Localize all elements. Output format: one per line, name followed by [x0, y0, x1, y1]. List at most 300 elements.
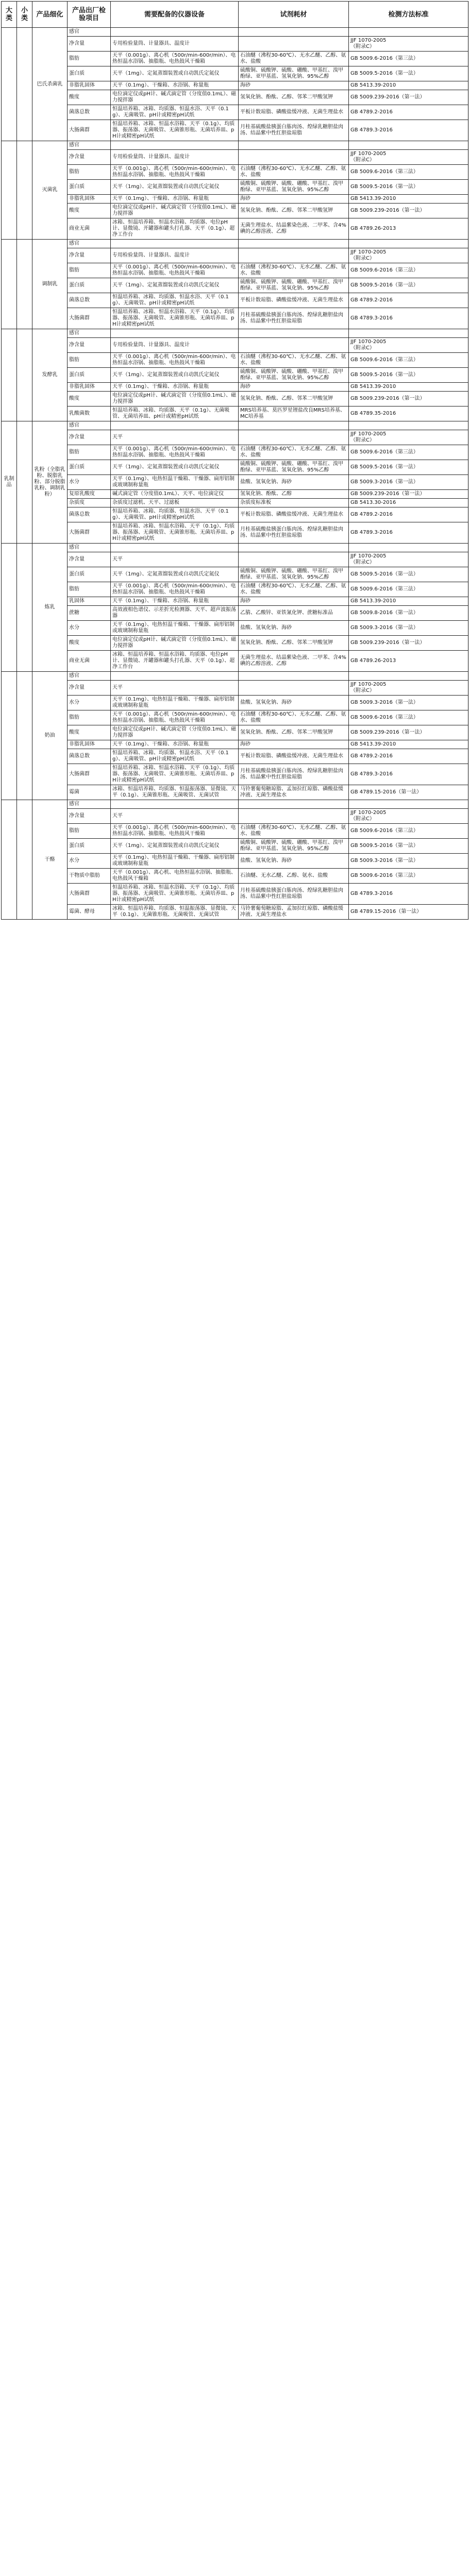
method-standard-cell: GB 4789.35-2016	[349, 406, 468, 421]
reagent-cell	[239, 544, 349, 552]
minor-category-cell	[17, 141, 32, 240]
method-standard-cell: GB 4789.26-2013	[349, 218, 468, 240]
table-row	[2, 839, 468, 854]
inspection-item-cell: 霉菌、酵母	[68, 905, 111, 920]
inspection-item-cell: 大肠菌群	[68, 884, 111, 905]
table-row	[2, 582, 468, 597]
method-standard-cell	[349, 329, 468, 338]
table-row	[2, 218, 468, 240]
inspection-item-cell: 非脂乳固体	[68, 740, 111, 749]
table-row	[2, 195, 468, 204]
inspection-item-cell: 菌落总数	[68, 749, 111, 764]
equipment-cell: 专用检验量筒、计量器具、温度计	[111, 248, 239, 263]
reagent-cell: 月桂基硫酸盐胰蛋白胨肉汤、煌绿乳糖胆盐肉汤、结晶紫中性红胆盐琼脂	[239, 884, 349, 905]
method-standard-cell: JJF 1070-2005 （附录C）	[349, 809, 468, 824]
table-row	[2, 905, 468, 920]
method-standard-cell: GB 4789.2-2016	[349, 507, 468, 522]
reagent-cell: 平板计数琼脂、磷酸盐缓冲液、无菌生理盐水	[239, 749, 349, 764]
major-category-cell	[2, 28, 17, 141]
minor-category-cell	[17, 240, 32, 329]
inspection-item-cell: 复原乳酸度	[68, 490, 111, 499]
table-row	[2, 329, 468, 338]
method-standard-cell: GB 5009.239-2016（第一法）	[349, 204, 468, 218]
inspection-item-cell: 非脂乳固体	[68, 81, 111, 90]
header-item: 产品出厂检验项目	[68, 2, 111, 28]
reagent-cell	[239, 421, 349, 430]
method-standard-cell: GB 4789.3-2016	[349, 308, 468, 329]
inspection-item-cell: 蛋白质	[68, 278, 111, 293]
table-row	[2, 105, 468, 120]
table-row	[2, 606, 468, 621]
inspection-item-cell: 水分	[68, 621, 111, 636]
equipment-cell	[111, 240, 239, 248]
reagent-cell: 月桂基硫酸盐胰蛋白胨肉汤、煌绿乳糖胆盐肉汤、结晶紫中性红胆盐琼脂	[239, 764, 349, 785]
reagent-cell: 硫酸铜、硫酸钾、硫酸、硼酸、甲基红、溴甲酚绿、亚甲基蓝、氢氧化钠、95%乙醇	[239, 278, 349, 293]
method-standard-cell	[349, 544, 468, 552]
reagent-cell: 盐酸、氢氧化钠、海砂	[239, 696, 349, 710]
method-standard-cell	[349, 141, 468, 150]
major-category-cell	[2, 800, 17, 920]
equipment-cell: 天平（0.1mg）、干燥箱、水浴锅、称量瓶	[111, 383, 239, 392]
equipment-cell: 恒温培养箱、冰箱、均质器、恒温水浴、天平（0.1g）、无菌吸管、pH计或精密pH试纸	[111, 749, 239, 764]
equipment-cell: 高效液相色谱仪、示差折光检测器、天平、超声波振荡器	[111, 606, 239, 621]
inspection-item-cell: 非脂乳固体	[68, 195, 111, 204]
table-row	[2, 490, 468, 499]
reagent-cell: 石油醚（沸程30-60℃）、无水乙醚、乙醇、氨水、盐酸	[239, 445, 349, 460]
inspection-item-cell: 蛋白质	[68, 460, 111, 475]
reagent-cell: 氢氧化钠、酚酞、乙醇	[239, 490, 349, 499]
reagent-cell	[239, 552, 349, 567]
equipment-cell: 专用检验量筒、计量器具、温度计	[111, 37, 239, 52]
table-row	[2, 460, 468, 475]
inspection-item-cell: 净含量	[68, 37, 111, 52]
equipment-cell: 天平（0.1mg）、电热恒温干燥箱、干燥器、扁形铝制或玻璃制称量瓶	[111, 696, 239, 710]
table-row	[2, 696, 468, 710]
table-row	[2, 248, 468, 263]
table-row	[2, 308, 468, 329]
reagent-cell: 氢氧化钠、酚酞、乙醇、邻苯二甲酸氢钾	[239, 204, 349, 218]
inspection-item-cell: 大肠菌群	[68, 764, 111, 785]
method-standard-cell	[349, 28, 468, 37]
method-standard-cell: GB 5009.239-2016（第一法）	[349, 636, 468, 651]
method-standard-cell: GB 5009.5-2016（第一法）	[349, 66, 468, 81]
method-standard-cell: GB 4789.3-2016	[349, 764, 468, 785]
method-standard-cell: GB 5009.6-2016（第三法）	[349, 824, 468, 839]
inspection-item-cell: 乳酸菌数	[68, 406, 111, 421]
reagent-cell	[239, 681, 349, 696]
equipment-cell: 天平（0.001g）、离心机（500r/min-600r/min）、电热恒温水浴锅、抽脂瓶、电热鼓风干燥箱	[111, 52, 239, 66]
product-subcategory-cell: 灭菌乳	[32, 141, 68, 240]
reagent-cell: 石油醚（沸程30-60℃）、无水乙醚、乙醇、氨水、盐酸	[239, 165, 349, 180]
method-standard-cell: GB 5009.6-2016（第三法）	[349, 869, 468, 884]
inspection-item-cell: 蔗糖	[68, 606, 111, 621]
table-row	[2, 180, 468, 195]
table-row	[2, 710, 468, 725]
reagent-cell: 氢氧化钠、酚酞、乙醇、邻苯二甲酸氢钾	[239, 90, 349, 105]
method-standard-cell	[349, 421, 468, 430]
method-standard-cell: GB 5009.3-2016（第一法）	[349, 621, 468, 636]
equipment-cell: 天平（1mg）、定氮蒸馏装置或自动凯氏定氮仪	[111, 66, 239, 81]
method-standard-cell: GB 5413.39-2010	[349, 81, 468, 90]
equipment-cell: 天平（0.1mg）、电热恒温干燥箱、干燥器、扁形铝制或玻璃制称量瓶	[111, 621, 239, 636]
equipment-cell: 天平（0.001g）、离心机（500r/min-600r/min）、电热恒温水浴锅、抽脂瓶、电热鼓风干燥箱	[111, 824, 239, 839]
inspection-item-cell: 感官	[68, 421, 111, 430]
equipment-cell: 天平（0.001g）、离心机（500r/min-600r/min）、电热恒温水浴锅、抽脂瓶、电热鼓风干燥箱	[111, 165, 239, 180]
equipment-cell: 天平（0.1mg）、电热恒温干燥箱、干燥器、扁形铝制或玻璃制称量瓶	[111, 854, 239, 869]
table-row	[2, 165, 468, 180]
method-standard-cell: GB 5009.6-2016（第三法）	[349, 710, 468, 725]
inspection-item-cell: 感官	[68, 329, 111, 338]
header-equipment: 需要配备的仪器设备	[111, 2, 239, 28]
table-row	[2, 785, 468, 800]
table-row	[2, 522, 468, 544]
table-row	[2, 430, 468, 445]
table-row	[2, 150, 468, 165]
reagent-cell: 硫酸铜、硫酸钾、硫酸、硼酸、甲基红、溴甲酚绿、亚甲基蓝、氢氧化钠、95%乙醇	[239, 368, 349, 383]
equipment-cell: 天平（0.001g）、离心机（500r/min-600r/min）、电热恒温水浴锅、抽脂瓶、电热鼓风干燥箱	[111, 263, 239, 278]
reagent-cell: 石油醚（沸程30-60℃）、无水乙醚、乙醇、氨水、盐酸	[239, 824, 349, 839]
reagent-cell: 杂质度标准板	[239, 499, 349, 507]
inspection-item-cell: 菌落总数	[68, 293, 111, 308]
equipment-cell: 天平（1mg）、定氮蒸馏装置或自动凯氏定氮仪	[111, 567, 239, 582]
reagent-cell: 氢氧化钠、酚酞、乙醇、邻苯二甲酸氢钾	[239, 725, 349, 740]
method-standard-cell: GB 5009.5-2016（第一法）	[349, 460, 468, 475]
reagent-cell: 月桂基硫酸盐胰蛋白胨肉汤、煌绿乳糖胆盐肉汤、结晶紫中性红胆盐琼脂	[239, 120, 349, 141]
inspection-item-cell: 感官	[68, 141, 111, 150]
equipment-cell: 天平	[111, 681, 239, 696]
table-row	[2, 854, 468, 869]
equipment-cell: 专用检验量筒、计量器具、温度计	[111, 150, 239, 165]
table-row	[2, 749, 468, 764]
method-standard-cell: JJF 1070-2005 （附录C）	[349, 338, 468, 353]
equipment-cell: 恒温培养箱、冰箱、恒温水浴箱、天平（0.1g）、均质器、振荡器、无菌吸管、无菌锥形瓶、无菌培养皿、pH计或精密pH试纸	[111, 764, 239, 785]
equipment-cell	[111, 544, 239, 552]
equipment-cell: 恒温培养箱、冰箱、均质器、恒温水浴、天平（0.1g）、无菌吸管、pH计或精密pH试纸	[111, 507, 239, 522]
method-standard-cell: GB 5009.3-2016（第一法）	[349, 475, 468, 490]
reagent-cell: 石油醚（沸程30-60℃）、无水乙醚、乙醇、氨水、盐酸	[239, 582, 349, 597]
method-standard-cell: GB 5413.39-2010	[349, 195, 468, 204]
reagent-cell: 无菌生理盐水、结晶紫染色液、二甲苯、含4%碘的乙醇溶液、乙醇	[239, 651, 349, 672]
equipment-cell: 天平（0.001g）、离心机（500r/min-600r/min）、电热恒温水浴锅、抽脂瓶、电热鼓风干燥箱	[111, 582, 239, 597]
minor-category-cell	[17, 800, 32, 920]
inspection-item-cell: 脂肪	[68, 353, 111, 368]
major-category-cell	[2, 141, 17, 240]
inspection-item-cell: 商业无菌	[68, 218, 111, 240]
method-standard-cell: JJF 1070-2005 （附录C）	[349, 681, 468, 696]
equipment-cell: 杂质度过滤机、天平、过滤板	[111, 499, 239, 507]
table-body	[2, 28, 468, 920]
inspection-item-cell: 酸度	[68, 90, 111, 105]
inspection-item-cell: 大肠菌群	[68, 120, 111, 141]
method-standard-cell: JJF 1070-2005 （附录C）	[349, 552, 468, 567]
method-standard-cell: JJF 1070-2005 （附录C）	[349, 37, 468, 52]
reagent-cell	[239, 809, 349, 824]
table-row	[2, 406, 468, 421]
reagent-cell: 石油醚（沸程30-60℃）、无水乙醚、乙醇、氨水、盐酸	[239, 52, 349, 66]
inspection-item-cell: 感官	[68, 544, 111, 552]
table-row	[2, 764, 468, 785]
table-row	[2, 884, 468, 905]
inspection-item-cell: 菌落总数	[68, 105, 111, 120]
table-row	[2, 81, 468, 90]
method-standard-cell: GB 5009.3-2016（第一法）	[349, 696, 468, 710]
method-standard-cell: GB 5009.6-2016（第三法）	[349, 582, 468, 597]
inspection-item-cell: 脂肪	[68, 52, 111, 66]
equipment-cell	[111, 672, 239, 681]
equipment-cell: 天平（1mg）、定氮蒸馏装置或自动凯氏定氮仪	[111, 368, 239, 383]
equipment-cell: 恒温培养箱、冰箱、恒温水浴箱、天平（0.1g）、均质器、振荡器、无菌吸管、无菌锥形瓶、无菌培养皿、pH计或精密pH试纸	[111, 308, 239, 329]
reagent-cell: 平板计数琼脂、磷酸盐缓冲液、无菌生理盐水	[239, 507, 349, 522]
table-row	[2, 338, 468, 353]
major-category-cell: 乳制品	[2, 421, 17, 544]
reagent-cell: 硫酸铜、硫酸钾、硫酸、硼酸、甲基红、溴甲酚绿、亚甲基蓝、氢氧化钠、95%乙醇	[239, 66, 349, 81]
inspection-item-cell: 净含量	[68, 681, 111, 696]
reagent-cell: 氢氧化钠、酚酞、乙醇、邻苯二甲酸氢钾	[239, 392, 349, 406]
method-standard-cell: GB 4789.26-2013	[349, 651, 468, 672]
table-row	[2, 278, 468, 293]
table-row	[2, 37, 468, 52]
equipment-cell	[111, 28, 239, 37]
equipment-cell	[111, 800, 239, 809]
inspection-item-cell: 杂质度	[68, 499, 111, 507]
table-row	[2, 240, 468, 248]
inspection-item-cell: 脂肪	[68, 165, 111, 180]
method-standard-cell: GB 5009.239-2016（第一法）	[349, 490, 468, 499]
table-row	[2, 651, 468, 672]
table-row	[2, 636, 468, 651]
reagent-cell: MRS培养基、莫匹罗星锂盐改良MRS培养基、MC培养基	[239, 406, 349, 421]
equipment-cell: 天平（0.001g）、离心机（500r/min-600r/min）、电热恒温水浴锅、抽脂瓶、电热鼓风干燥箱	[111, 445, 239, 460]
equipment-cell: 恒温培养箱、冰箱、均质器、恒温水浴、天平（0.1g）、无菌吸管、pH计或精密pH试纸	[111, 105, 239, 120]
product-subcategory-cell: 乳粉（全脂乳粉、脱脂乳粉、部分脱脂乳粉、调制乳粉）	[32, 421, 68, 544]
method-standard-cell: GB 4789.3-2016	[349, 884, 468, 905]
equipment-cell: 电位滴定仪或pH计、碱式滴定管（分度值0.1mL）、磁力搅拌器	[111, 636, 239, 651]
reagent-cell: 硫酸铜、硫酸钾、硫酸、硼酸、甲基红、溴甲酚绿、亚甲基蓝、氢氧化钠、95%乙醇	[239, 567, 349, 582]
equipment-cell: 天平（0.001g）、离心机（500r/min-600r/min）、电热恒温水浴锅、抽脂瓶、电热鼓风干燥箱	[111, 353, 239, 368]
method-standard-cell	[349, 800, 468, 809]
reagent-cell: 无菌生理盐水、结晶紫染色液、二甲苯、含4%碘的乙醇溶液、乙醇	[239, 218, 349, 240]
inspection-item-cell: 净含量	[68, 338, 111, 353]
equipment-cell: 天平（1mg）、定氮蒸馏装置或自动凯氏定氮仪	[111, 278, 239, 293]
inspection-item-cell: 大肠菌群	[68, 308, 111, 329]
method-standard-cell: GB 5413.39-2010	[349, 597, 468, 606]
table-row	[2, 621, 468, 636]
method-standard-cell: GB 5413.39-2010	[349, 383, 468, 392]
reagent-cell: 马铃薯葡萄糖琼脂、孟加拉红琼脂、磷酸盐缓冲液、无菌生理盐水	[239, 785, 349, 800]
reagent-cell	[239, 248, 349, 263]
table-row	[2, 597, 468, 606]
inspection-item-cell: 脂肪	[68, 445, 111, 460]
product-subcategory-cell: 巴氏杀菌乳	[32, 28, 68, 141]
method-standard-cell: GB 4789.2-2016	[349, 749, 468, 764]
method-standard-cell	[349, 240, 468, 248]
reagent-cell: 海砂	[239, 597, 349, 606]
table-row	[2, 544, 468, 552]
reagent-cell: 乙腈、乙酸锌、亚铁氰化钾、蔗糖标准品	[239, 606, 349, 621]
table-row	[2, 800, 468, 809]
table-row	[2, 725, 468, 740]
equipment-cell: 天平（1mg）、定氮蒸馏装置或自动凯氏定氮仪	[111, 180, 239, 195]
header-minor: 小类	[17, 2, 32, 28]
product-subcategory-cell: 炼乳	[32, 544, 68, 672]
table-row	[2, 740, 468, 749]
reagent-cell	[239, 240, 349, 248]
major-category-cell	[2, 329, 17, 421]
table-row	[2, 499, 468, 507]
table-row	[2, 445, 468, 460]
inspection-item-cell: 酸度	[68, 636, 111, 651]
equipment-cell: 电位滴定仪或pH计、碱式滴定管（分度值0.1mL）、磁力搅拌器	[111, 725, 239, 740]
method-standard-cell: GB 5413.39-2010	[349, 740, 468, 749]
equipment-cell	[111, 329, 239, 338]
inspection-item-cell: 酸度	[68, 725, 111, 740]
reagent-cell: 硫酸铜、硫酸钾、硫酸、硼酸、甲基红、溴甲酚绿、亚甲基蓝、氢氧化钠、95%乙醇	[239, 180, 349, 195]
equipment-cell: 天平（0.1mg）、干燥箱、水浴锅、称量瓶	[111, 81, 239, 90]
inspection-item-cell: 菌落总数	[68, 507, 111, 522]
inspection-item-cell: 脂肪	[68, 710, 111, 725]
reagent-cell: 平板计数琼脂、磷酸盐缓冲液、无菌生理盐水	[239, 105, 349, 120]
table-row	[2, 263, 468, 278]
method-standard-cell: JJF 1070-2005 （附录C）	[349, 150, 468, 165]
header-sub: 产品细化	[32, 2, 68, 28]
inspection-item-cell: 脂肪	[68, 582, 111, 597]
reagent-cell: 石油醚、无水乙醚、乙醇、氨水、盐酸	[239, 869, 349, 884]
reagent-cell: 月桂基硫酸盐胰蛋白胨肉汤、煌绿乳糖胆盐肉汤、结晶紫中性红胆盐琼脂	[239, 522, 349, 544]
inspection-item-cell: 酸度	[68, 204, 111, 218]
inspection-item-cell: 感官	[68, 28, 111, 37]
equipment-cell: 天平（0.1mg）、干燥箱、水浴锅、称量瓶	[111, 195, 239, 204]
equipment-cell: 天平	[111, 552, 239, 567]
reagent-cell: 盐酸、氢氧化钠、海砂	[239, 475, 349, 490]
table-row	[2, 869, 468, 884]
inspection-table	[1, 1, 468, 920]
reagent-cell: 月桂基硫酸盐胰蛋白胨肉汤、煌绿乳糖胆盐肉汤、结晶紫中性红胆盐琼脂	[239, 308, 349, 329]
reagent-cell: 硫酸铜、硫酸钾、硫酸、硼酸、甲基红、溴甲酚绿、亚甲基蓝、氢氧化钠、95%乙醇	[239, 839, 349, 854]
equipment-cell: 天平（1mg）、定氮蒸馏装置或自动凯氏定氮仪	[111, 460, 239, 475]
equipment-cell: 专用检验量筒、计量器具、温度计	[111, 338, 239, 353]
equipment-cell: 冰箱、恒温培养箱、恒温水浴箱、均质器、电位pH计、显微镜、开罐器和罐头打孔器、天平（0.1g）、超净工作台	[111, 218, 239, 240]
equipment-cell: 电位滴定仪或pH计、碱式滴定管（分度值0.1mL）、磁力搅拌器	[111, 90, 239, 105]
reagent-cell	[239, 28, 349, 37]
reagent-cell: 平板计数琼脂、磷酸盐缓冲液、无菌生理盐水	[239, 293, 349, 308]
table-row	[2, 809, 468, 824]
method-standard-cell: GB 5413.30-2016	[349, 499, 468, 507]
minor-category-cell	[17, 544, 32, 672]
inspection-item-cell: 水分	[68, 854, 111, 869]
equipment-cell: 天平（0.1mg）、电热恒温干燥箱、干燥器、扁形铝制或玻璃制称量瓶	[111, 475, 239, 490]
inspection-item-cell: 蛋白质	[68, 368, 111, 383]
reagent-cell	[239, 800, 349, 809]
method-standard-cell: GB 4789.15-2016（第一法）	[349, 785, 468, 800]
reagent-cell	[239, 141, 349, 150]
table-row	[2, 552, 468, 567]
equipment-cell: 恒温培养箱、冰箱、均质器、天平（0.1g）、无菌吸管、无菌培养皿、pH计或精密pH试纸	[111, 406, 239, 421]
equipment-cell: 天平	[111, 809, 239, 824]
reagent-cell	[239, 338, 349, 353]
inspection-item-cell: 水分	[68, 475, 111, 490]
header-row	[2, 2, 468, 28]
table-row	[2, 120, 468, 141]
inspection-item-cell: 商业无菌	[68, 651, 111, 672]
method-standard-cell: GB 5009.6-2016（第三法）	[349, 263, 468, 278]
reagent-cell: 石油醚（沸程30-60℃）、无水乙醚、乙醇、氨水、盐酸	[239, 263, 349, 278]
method-standard-cell: GB 5009.6-2016（第三法）	[349, 165, 468, 180]
table-row	[2, 392, 468, 406]
method-standard-cell: GB 5009.5-2016（第一法）	[349, 839, 468, 854]
method-standard-cell: GB 5009.5-2016（第一法）	[349, 567, 468, 582]
inspection-item-cell: 蛋白质	[68, 180, 111, 195]
equipment-cell: 天平（1mg）、定氮蒸馏装置或自动凯氏定氮仪	[111, 839, 239, 854]
inspection-item-cell: 净含量	[68, 809, 111, 824]
inspection-item-cell: 净含量	[68, 552, 111, 567]
minor-category-cell	[17, 28, 32, 141]
reagent-cell	[239, 672, 349, 681]
method-standard-cell: GB 5009.5-2016（第一法）	[349, 278, 468, 293]
header-reagent: 试剂耗材	[239, 2, 349, 28]
inspection-item-cell: 干物质中脂肪	[68, 869, 111, 884]
method-standard-cell: GB 5009.239-2016（第一法）	[349, 90, 468, 105]
method-standard-cell: GB 5009.239-2016（第一法）	[349, 392, 468, 406]
table-row	[2, 475, 468, 490]
table-row	[2, 90, 468, 105]
reagent-cell	[239, 37, 349, 52]
method-standard-cell: GB 5009.3-2016（第一法）	[349, 854, 468, 869]
inspection-item-cell: 脂肪	[68, 824, 111, 839]
inspection-item-cell: 非脂乳固体	[68, 383, 111, 392]
table-row	[2, 52, 468, 66]
method-standard-cell: GB 5009.8-2016（第一法）	[349, 606, 468, 621]
inspection-item-cell: 大肠菌群	[68, 522, 111, 544]
table-row	[2, 681, 468, 696]
table-row	[2, 368, 468, 383]
method-standard-cell: JJF 1070-2005 （附录C）	[349, 248, 468, 263]
reagent-cell: 海砂	[239, 740, 349, 749]
method-standard-cell: GB 5009.6-2016（第三法）	[349, 445, 468, 460]
reagent-cell: 氢氧化钠、酚酞、乙醇、邻苯二甲酸氢钾	[239, 636, 349, 651]
inspection-item-cell: 酸度	[68, 392, 111, 406]
minor-category-cell	[17, 329, 32, 421]
inspection-item-cell: 感官	[68, 800, 111, 809]
equipment-cell: 天平（0.001g）、离心机、电热恒温水浴锅、抽脂瓶、电热鼓风干燥箱	[111, 869, 239, 884]
table-row	[2, 567, 468, 582]
method-standard-cell: GB 4789.3-2016	[349, 522, 468, 544]
table-row	[2, 507, 468, 522]
equipment-cell: 恒温培养箱、冰箱、恒温水浴箱、天平（0.1g）、均质器、振荡器、无菌吸管、无菌锥形瓶、无菌培养皿、pH计或精密pH试纸	[111, 120, 239, 141]
inspection-item-cell: 霉菌	[68, 785, 111, 800]
header-major: 大类	[2, 2, 17, 28]
table-row	[2, 421, 468, 430]
product-subcategory-cell: 奶油	[32, 672, 68, 800]
reagent-cell: 海砂	[239, 195, 349, 204]
equipment-cell: 天平	[111, 430, 239, 445]
method-standard-cell: GB 5009.5-2016（第一法）	[349, 180, 468, 195]
equipment-cell	[111, 421, 239, 430]
page	[0, 1, 469, 2576]
equipment-cell: 电位滴定仪或pH计、碱式滴定管（分度值0.1mL）、磁力搅拌器	[111, 204, 239, 218]
method-standard-cell: GB 4789.15-2016（第一法）	[349, 905, 468, 920]
table-row	[2, 353, 468, 368]
inspection-item-cell: 蛋白质	[68, 567, 111, 582]
inspection-item-cell: 乳固体	[68, 597, 111, 606]
table-row	[2, 824, 468, 839]
reagent-cell	[239, 329, 349, 338]
table-row	[2, 28, 468, 37]
equipment-cell: 恒温培养箱、冰箱、均质器、恒温水浴、天平（0.1g）、无菌吸管、pH计或精密pH试纸	[111, 293, 239, 308]
equipment-cell: 恒温培养箱、冰箱、恒温水浴箱、天平（0.1g）、均质器、振荡器、无菌吸管、无菌锥形瓶、无菌培养皿、pH计或精密pH试纸	[111, 522, 239, 544]
method-standard-cell: GB 5009.6-2016（第三法）	[349, 353, 468, 368]
equipment-cell: 冰箱、恒温培养箱、均质器、恒温振荡器、显微镜、天平（0.1g）、无菌锥形瓶、无菌吸管、无菌试管	[111, 785, 239, 800]
inspection-item-cell: 感官	[68, 240, 111, 248]
